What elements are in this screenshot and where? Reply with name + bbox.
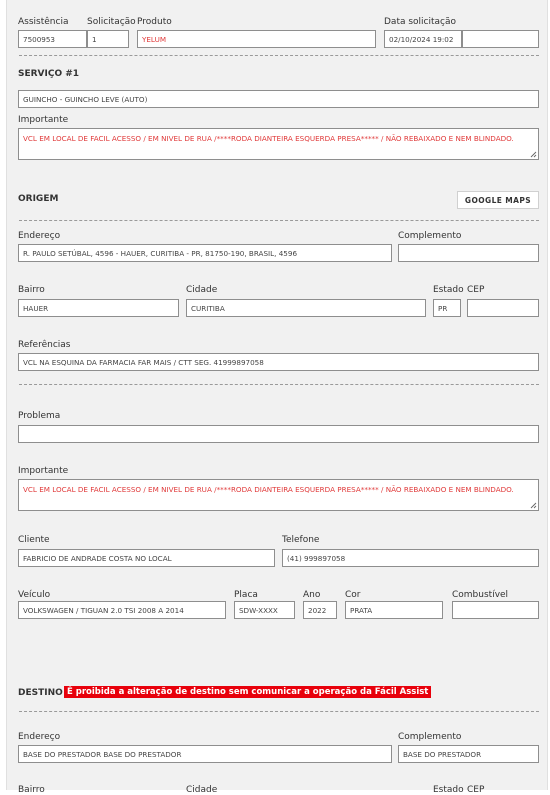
origem-endereco-field[interactable]: R. PAULO SETÚBAL, 4596 - HAUER, CURITIBA - PR, 81750-190, BRASIL, 4596 — [18, 244, 392, 262]
detalhes-importante-textarea[interactable] — [18, 479, 539, 511]
detalhes-importante-text: VCL EM LOCAL DE FACIL ACESSO / EM NIVEL DE RUA /****RODA DIANTEIRA ESQUERDA PRESA***** / NÃO REBAIXADO E NEM BLINDADO. — [23, 485, 514, 494]
origem-endereco-label: Endereço — [18, 231, 61, 241]
origem-cep-field[interactable] — [467, 299, 539, 317]
solicitacao-label: Solicitação — [87, 17, 136, 27]
origem-cep-label: CEP — [467, 285, 485, 295]
cor-field[interactable]: PRATA — [345, 601, 443, 619]
destino-endereco-field[interactable]: BASE DO PRESTADOR BASE DO PRESTADOR — [18, 745, 392, 763]
referencias-label: Referências — [18, 340, 71, 350]
origem-cidade-field[interactable]: CURITIBA — [186, 299, 426, 317]
problema-field[interactable] — [18, 425, 539, 443]
servico-importante-label: Importante — [18, 115, 69, 125]
origem-cidade-label: Cidade — [186, 285, 218, 295]
destino-warning-badge: É proibida a alteração de destino sem comunicar a operação da Fácil Assist — [64, 686, 431, 698]
produto-label: Produto — [137, 17, 172, 27]
origem-bairro-field[interactable]: HAUER — [18, 299, 179, 317]
destino-complemento-label: Complemento — [398, 732, 462, 742]
data-solicitacao-field[interactable]: 02/10/2024 19:02 — [384, 30, 462, 48]
combustivel-label: Combustível — [452, 590, 509, 600]
ano-field[interactable]: 2022 — [303, 601, 337, 619]
servico-importante-text: VCL EM LOCAL DE FACIL ACESSO / EM NIVEL DE RUA /****RODA DIANTEIRA ESQUERDA PRESA***** / NÃO REBAIXADO E NEM BLINDADO. — [23, 134, 514, 143]
service-form — [6, 0, 548, 795]
cliente-field[interactable]: FABRICIO DE ANDRADE COSTA NO LOCAL — [18, 549, 275, 567]
resize-grip-icon[interactable] — [529, 150, 537, 158]
servico-importante-textarea[interactable] — [18, 128, 539, 160]
origem-bairro-label: Bairro — [18, 285, 45, 295]
resize-grip-icon[interactable] — [529, 501, 537, 509]
google-maps-button[interactable]: GOOGLE MAPS — [457, 191, 539, 209]
divider — [19, 384, 539, 385]
data-solicitacao-extra-field[interactable] — [462, 30, 539, 48]
detalhes-importante-label: Importante — [18, 466, 69, 476]
veiculo-label: Veículo — [18, 590, 51, 600]
destino-bairro-label: Bairro — [18, 785, 45, 795]
servico-tipo-field[interactable]: GUINCHO - GUINCHO LEVE (AUTO) — [18, 90, 539, 108]
destino-endereco-label: Endereço — [18, 732, 61, 742]
veiculo-field[interactable]: VOLKSWAGEN / TIGUAN 2.0 TSI 2008 A 2014 — [18, 601, 226, 619]
placa-label: Placa — [234, 590, 258, 600]
data-solicitacao-label: Data solicitação — [384, 17, 457, 27]
origem-estado-field[interactable]: PR — [433, 299, 461, 317]
divider — [19, 55, 539, 56]
produto-field[interactable]: YELUM — [137, 30, 376, 48]
cliente-label: Cliente — [18, 535, 50, 545]
origem-title: ORIGEM — [18, 194, 59, 204]
ano-label: Ano — [303, 590, 321, 600]
referencias-field[interactable]: VCL NA ESQUINA DA FARMACIA FAR MAIS / CTT SEG. 41999897058 — [18, 353, 539, 371]
divider — [19, 711, 539, 712]
origem-complemento-label: Complemento — [398, 231, 462, 241]
origem-estado-label: Estado — [433, 285, 464, 295]
combustivel-field[interactable] — [452, 601, 539, 619]
placa-field[interactable]: SDW-XXXX — [234, 601, 295, 619]
problema-label: Problema — [18, 411, 61, 421]
origem-complemento-field[interactable] — [398, 244, 539, 262]
destino-complemento-field[interactable]: BASE DO PRESTADOR — [398, 745, 539, 763]
divider — [19, 220, 539, 221]
telefone-label: Telefone — [282, 535, 320, 545]
destino-estado-label: Estado — [433, 785, 464, 795]
assistencia-label: Assistência — [18, 17, 69, 27]
assistencia-field[interactable]: 7500953 — [18, 30, 87, 48]
destino-cidade-label: Cidade — [186, 785, 218, 795]
destino-cep-label: CEP — [467, 785, 485, 795]
cor-label: Cor — [345, 590, 361, 600]
servico-title: SERVIÇO #1 — [18, 69, 80, 79]
solicitacao-field[interactable]: 1 — [87, 30, 129, 48]
destino-title: DESTINO — [18, 688, 63, 698]
telefone-field[interactable]: (41) 999897058 — [282, 549, 539, 567]
